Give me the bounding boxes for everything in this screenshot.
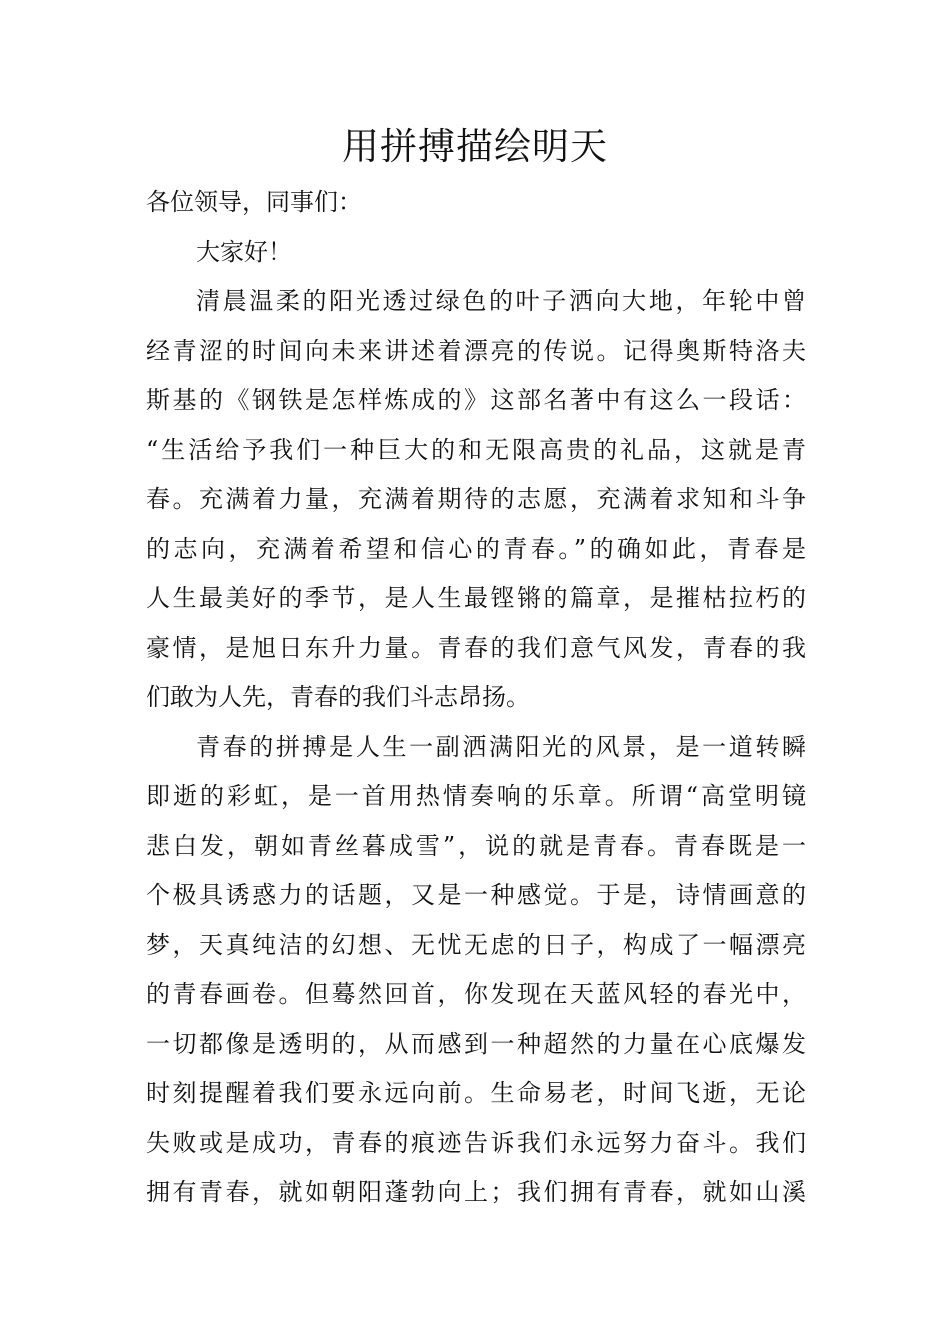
paragraph-line: “生活给予我们一种巨大的和无限高贵的礼品，这就是青: [146, 435, 806, 464]
document-title: 用拼搏描绘明天: [342, 125, 608, 168]
paragraph-line: 豪情，是旭日东升力量。青春的我们意气风发，青春的我: [146, 633, 806, 662]
paragraph-line: 的青春画卷。但蓦然回首，你发现在天蓝风轻的春光中，: [146, 980, 806, 1008]
greeting: 大家好！: [196, 237, 292, 266]
paragraph-line: 经青涩的时间向未来讲述着漂亮的传说。记得奥斯特洛夫: [146, 336, 806, 365]
paragraph-1: [146, 277, 806, 723]
paragraph-line: 时刻提醒着我们要永远向前。生命易老，时间飞逝，无论: [146, 1079, 806, 1107]
paragraph-line: 梦，天真纯洁的幻想、无忧无虑的日子，构成了一幅漂亮: [146, 930, 806, 959]
salutation: 各位领导，同事们：: [146, 188, 362, 216]
paragraph-line: 失败或是成功，青春的痕迹告诉我们永远努力奋斗。我们: [146, 1128, 806, 1157]
paragraph-line: 斯基的《钢铁是怎样炼成的》这部名著中有这么一段话：: [146, 386, 806, 414]
paragraph-line: 悲白发，朝如青丝暮成雪”，说的就是青春。青春既是一: [146, 831, 806, 860]
document-body: [146, 178, 806, 1218]
paragraph-line: 人生最美好的季节，是人生最铿锵的篇章，是摧枯拉朽的: [146, 584, 806, 612]
paragraph-2: [146, 723, 806, 1218]
paragraph-line: 们敢为人先，青春的我们斗志昂扬。: [146, 683, 530, 711]
paragraph-line: 即逝的彩虹，是一首用热情奏响的乐章。所谓“高堂明镜: [146, 782, 806, 810]
paragraph-line: 清晨温柔的阳光透过绿色的叶子洒向大地，年轮中曾: [196, 287, 806, 315]
paragraph-line: 的志向，充满着希望和信心的青春。”的确如此，青春是: [146, 534, 806, 563]
paragraph-line: 拥有青春，就如朝阳蓬勃向上；我们拥有青春，就如山溪: [146, 1178, 806, 1206]
paragraph-line: 春。充满着力量，充满着期待的志愿，充满着求知和斗争: [146, 485, 806, 513]
paragraph-line: 一切都像是透明的，从而感到一种超然的力量在心底爆发: [146, 1029, 806, 1058]
paragraph-line: 个极具诱惑力的话题，又是一种感觉。于是，诗情画意的: [146, 881, 806, 909]
paragraph-line: 青春的拼搏是人生一副洒满阳光的风景，是一道转瞬: [196, 732, 806, 761]
